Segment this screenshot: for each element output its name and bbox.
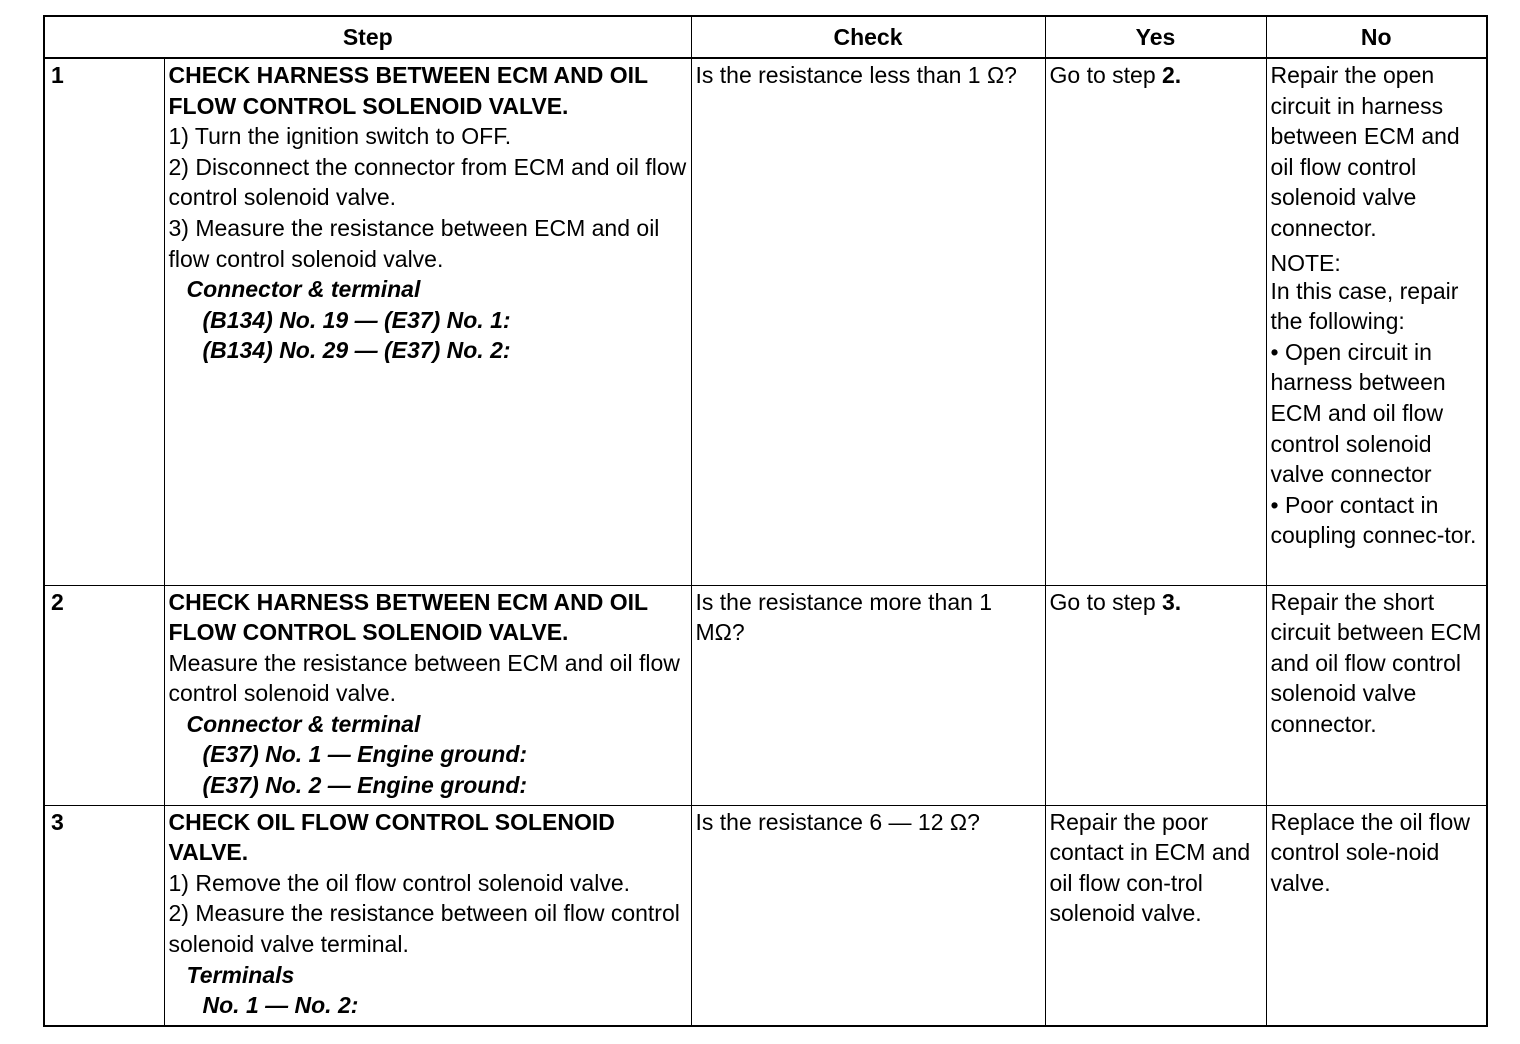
- step-description: [164, 585, 691, 805]
- header-step: Step: [44, 16, 691, 58]
- step-row-1: [44, 58, 1487, 585]
- step-description: [164, 58, 691, 585]
- check-cell: Is the resistance 6 — 12 Ω?: [691, 805, 1045, 1026]
- yes-step-ref: 3.: [1162, 588, 1182, 615]
- substep: Measure the resistance between ECM and oil flow control solenoid valve.: [168, 649, 680, 707]
- header-row: [44, 16, 1487, 58]
- note-intro: In this case, repair the following:: [1270, 277, 1459, 335]
- yes-prefix: Go to step: [1049, 62, 1163, 88]
- step-number: 3: [44, 805, 164, 1026]
- step-number: 1: [44, 58, 164, 585]
- note-bullet: • Open circuit in harness between ECM and oil flow control solenoid valve connector: [1270, 338, 1446, 488]
- substep: 1) Remove the oil flow control solenoid valve.: [168, 869, 631, 896]
- spec-label: Connector & terminal: [186, 710, 421, 737]
- no-cell: [1266, 58, 1487, 585]
- note-bullet: • Poor contact in coupling connec-tor.: [1270, 491, 1477, 549]
- step-title: CHECK OIL FLOW CONTROL SOLENOID VALVE.: [168, 808, 615, 866]
- diagnostic-table: [43, 15, 1488, 1027]
- substep: 1) Turn the ignition switch to OFF.: [168, 123, 512, 150]
- step-row-2: [44, 585, 1487, 805]
- substep: 3) Measure the resistance between ECM and oil flow control solenoid valve.: [168, 214, 660, 272]
- step-title: CHECK HARNESS BETWEEN ECM AND OIL FLOW CONTROL SOLENOID VALVE.: [168, 588, 648, 646]
- no-cell: Replace the oil flow control sole-noid valve.: [1266, 805, 1487, 1026]
- substep: 2) Measure the resistance between oil flow control solenoid valve terminal.: [168, 900, 680, 958]
- step-description: [164, 805, 691, 1026]
- spec-item: (B134) No. 19 — (E37) No. 1:: [202, 306, 511, 333]
- yes-step-ref: 2.: [1162, 62, 1182, 88]
- spec-label: Connector & terminal: [186, 276, 421, 303]
- check-cell: Is the resistance less than 1 Ω?: [691, 58, 1045, 585]
- substep: 2) Disconnect the connector from ECM and oil flow control solenoid valve.: [168, 153, 687, 211]
- header-yes: Yes: [1045, 16, 1266, 58]
- header-no: No: [1266, 16, 1487, 58]
- spec-item: (E37) No. 2 — Engine ground:: [202, 772, 528, 799]
- no-cell: Repair the short circuit between ECM and oil flow control solenoid valve connector.: [1266, 585, 1487, 805]
- yes-cell: [1045, 58, 1266, 585]
- spec-item: No. 1 — No. 2:: [202, 992, 359, 1019]
- yes-cell: Repair the poor contact in ECM and oil flow con-trol solenoid valve.: [1045, 805, 1266, 1026]
- note-label: NOTE:: [1270, 249, 1341, 276]
- yes-cell: [1045, 585, 1266, 805]
- step-title: CHECK HARNESS BETWEEN ECM AND OIL FLOW CONTROL SOLENOID VALVE.: [168, 62, 648, 119]
- spec-label: Terminals: [186, 961, 295, 988]
- header-check: Check: [691, 16, 1045, 58]
- spec-item: (E37) No. 1 — Engine ground:: [202, 741, 528, 768]
- step-row-3: [44, 805, 1487, 1026]
- spec-item: (B134) No. 29 — (E37) No. 2:: [202, 337, 511, 364]
- yes-prefix: Go to step: [1049, 588, 1163, 615]
- no-action: Repair the open circuit in harness between ECM and oil flow control solenoid valve connector.: [1270, 62, 1460, 241]
- check-cell: Is the resistance more than 1 MΩ?: [691, 585, 1045, 805]
- step-number: 2: [44, 585, 164, 805]
